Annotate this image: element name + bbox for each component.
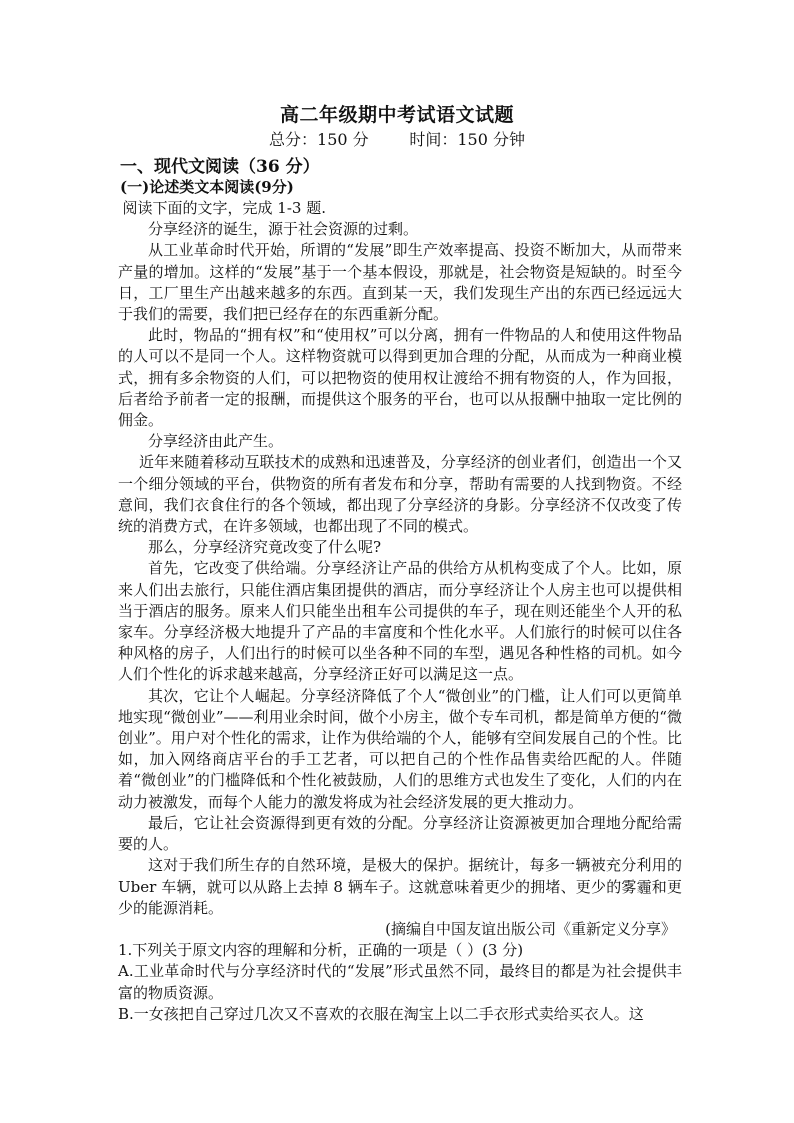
exam-title: 高二年级期中考试语文试题	[279, 104, 514, 126]
question-1-option-a: A.工业革命时代与分享经济时代的“发展”形式虽然不同，最终目的都是为社会提供丰富的物质资源。	[118, 962, 682, 1002]
passage-paragraph: 此时，物品的“拥有权”和“使用权”可以分离，拥有一件物品的人和使用这件物品的人可以不是同一个人。这样物资就可以得到更加合理的分配，从而成为一种商业模式，拥有多余物资的人们，可以把物资的使用权让渡给不拥有物资的人，作为回报，后者给予前者一定的报酬，而提供这个服务的平台，也可以从报酬中抽取一定比例的佣金。	[118, 326, 682, 430]
passage-paragraph: 从工业革命时代开始，所谓的“发展”即生产效率提高、投资不断加大，从而带来产量的增加。这样的“发展”基于一个基本假设，那就是，社会物资是短缺的。时至今日，工厂里生产出越来越多的东西。直到某一天，我们发现生产出的东西已经远远大于我们的需要，我们把已经存在的东西重新分配。	[118, 241, 682, 324]
passage-body	[118, 198, 682, 1025]
exam-meta: 总分：150 分 时间：150 分钟	[269, 130, 525, 149]
passage-paragraph: 分享经济由此产生。	[148, 432, 284, 451]
passage-source: (摘编自中国友谊出版公司《重新定义分享》	[385, 919, 676, 938]
section-heading: 一、现代文阅读（36 分）	[120, 157, 320, 177]
question-1-stem: 1.下列关于原文内容的理解和分析，正确的一项是（ ）(3 分)	[118, 941, 524, 960]
passage-paragraph: 这对于我们所生存的自然环境，是极大的保护。据统计，每多一辆被充分利用的 Uber 车辆，就可以从路上去掉 8 辆车子。这就意味着更少的拥堵、更少的雾霾和更少的能源消耗。	[118, 856, 682, 917]
passage-paragraph: 近年来随着移动互联技术的成熟和迅速普及，分享经济的创业者们，创造出一个又一个细分领域的平台，供物资的所有者发布和分享，帮助有需要的人找到物资。不经意间，我们衣食住行的各个领域，都出现了分享经济的身影。分享经济不仅改变了传统的消费方式，在许多领域，也都出现了不同的模式。	[118, 453, 682, 536]
passage-paragraph: 最后，它让社会资源得到更有效的分配。分享经济让资源被更加合理地分配给需要的人。	[118, 813, 682, 854]
question-1-option-b: B.一女孩把自己穿过几次又不喜欢的衣服在淘宝上以二手衣形式卖给买衣人。这	[118, 1004, 644, 1023]
passage-paragraph: 首先，它改变了供给端。分享经济让产品的供给方从机构变成了个人。比如，原来人们出去旅行，只能住酒店集团提供的酒店，而分享经济让个人房主也可以提供相当于酒店的服务。原来人们只能坐出租车公司提供的车子，现在则还能坐个人开的私家车。分享经济极大地提升了产品的丰富度和个性化水平。人们旅行的时候可以住各种风格的房子，人们出行的时候可以坐各种不同的车型，遇见各种性格的司机。如今人们个性化的诉求越来越高，分享经济正好可以满足这一点。	[118, 559, 682, 684]
passage-paragraph: 那么，分享经济究竟改变了什么呢?	[148, 538, 382, 557]
passage-paragraph: 分享经济的诞生，源于社会资源的过剩。	[148, 220, 419, 239]
passage-intro: 阅读下面的文字，完成 1-3 题.	[122, 199, 326, 217]
sub-section-heading: (一)论述类文本阅读(9分)	[120, 178, 294, 196]
passage-paragraph: 其次，它让个人崛起。分享经济降低了个人“微创业”的门槛，让人们可以更简单地实现“微创业”——利用业余时间，做个小房主，做个专车司机，都是简单方便的“微创业”。用户对个性化的需求，让作为供给端的个人，能够有空间发展自己的个性。比如，加入网络商店平台的手工艺者，可以把自己的个性作品售卖给匹配的人。伴随着“微创业”的门槛降低和个性化被鼓励，人们的思维方式也发生了变化，人们的内在动力被激发，而每个人能力的激发将成为社会经济发展的更大推动力。	[118, 686, 682, 811]
